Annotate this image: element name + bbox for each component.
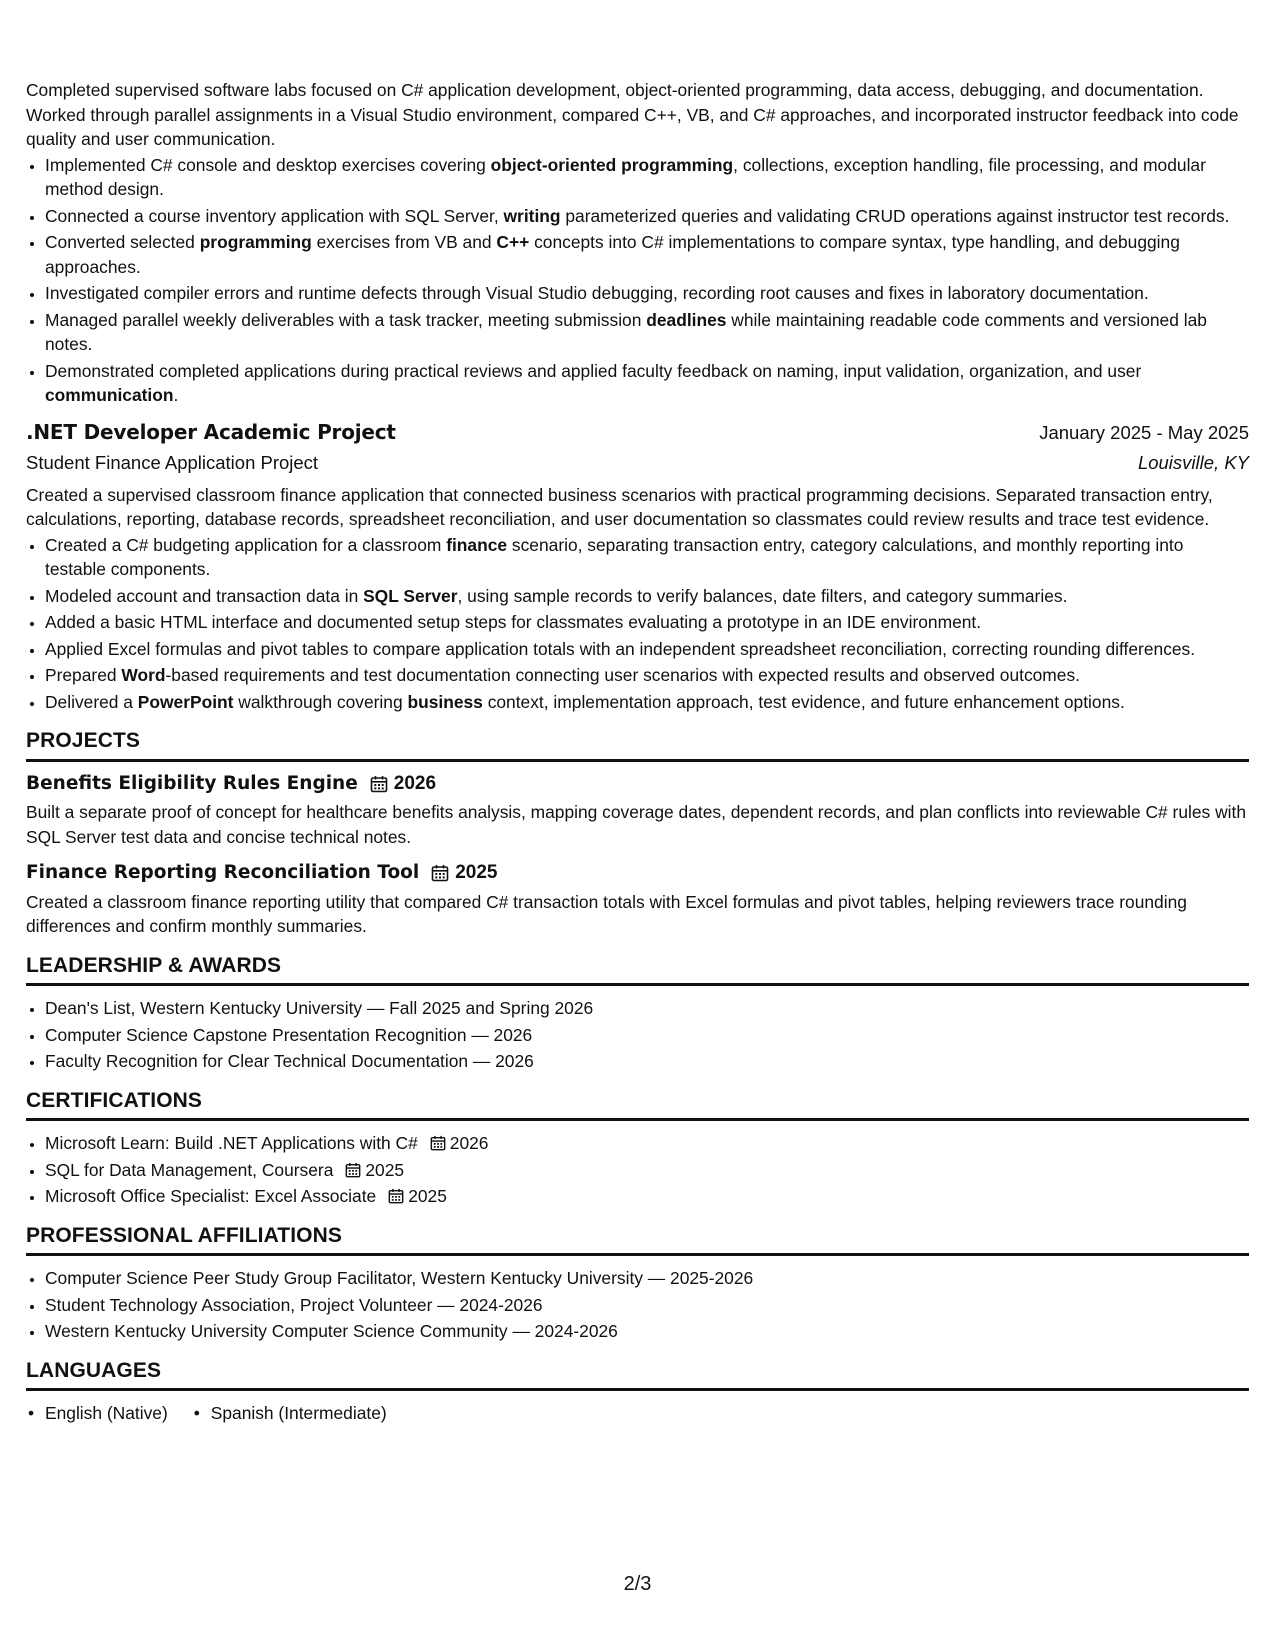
bullet-text: Investigated compiler errors and runtime defects through Visual Studio debugging, recording root causes and fixes in laboratory documentation. (45, 283, 1149, 303)
job-title: .NET Developer Academic Project (26, 419, 396, 444)
bullet-keyword: programming (199, 232, 312, 252)
bullet-text: Created a C# budgeting application for a classroom (45, 534, 447, 555)
awards-list (26, 996, 1249, 1074)
experience-bullets (26, 153, 1249, 408)
bullet-keyword: object-oriented programming (490, 154, 734, 175)
list-item (45, 281, 1249, 306)
job-dates: January 2025 - May 2025 (1039, 421, 1249, 443)
list-item: • Computer Science Capstone Presentation Recognition — 2026 (45, 1023, 1249, 1048)
project-name: Finance Reporting Reconciliation Tool (26, 862, 420, 883)
list-item: • Computer Science Peer Study Group Facilitator, Western Kentucky University — 2025-2026 (45, 1266, 1249, 1291)
job-location: Louisville, KY (1137, 452, 1249, 473)
page-number: 2/3 (623, 1573, 652, 1595)
experience-summary: Created a supervised classroom finance application that connected business scenarios with practical programming decisions. Separated transaction entry, calculations, reporting, database records, spreadsheet reconciliation, and user documentation so classmates could review results and trace test evidence. (26, 484, 1213, 529)
bullet-text: Modeled account and transaction data in (45, 585, 364, 606)
bullet-text: Demonstrated completed applications during practical reviews and applied faculty feedback on naming, input validation, organization, and user (45, 360, 1142, 381)
bullet-text: Applied Excel formulas and pivot tables to compare application totals with an independent spreadsheet reconciliation, correcting rounding differences. (45, 638, 1196, 659)
bullet-keyword: writing (503, 205, 561, 226)
list-item (45, 637, 1249, 662)
bullet-keyword: deadlines (646, 309, 727, 330)
bullet-text: -based requirements and test documentation connecting user scenarios with expected results and observed outcomes. (165, 665, 1080, 685)
bullet-keyword: SQL Server (363, 585, 458, 606)
list-item (45, 533, 1249, 582)
project-description: Created a classroom finance reporting utility that compared C# transaction totals with Excel formulas and pivot tables, helping reviewers trace rounding differences and confirm monthly summaries. (26, 891, 1187, 936)
affiliations-list (26, 1266, 1249, 1344)
experience-bullets (26, 533, 1249, 715)
list-item (45, 308, 1249, 357)
calendar-icon (388, 1188, 404, 1204)
list-item: • Faculty Recognition for Clear Technical Documentation — 2026 (45, 1049, 1249, 1074)
project-name: Benefits Eligibility Rules Engine (26, 772, 358, 794)
list-item: • Student Technology Association, Project Volunteer — 2024-2026 (45, 1293, 1249, 1318)
affiliations-section (26, 1224, 1249, 1344)
bullet-keyword: finance (446, 534, 508, 555)
list-item: • Dean's List, Western Kentucky University — Fall 2025 and Spring 2026 (45, 996, 1249, 1021)
bullet-text: Added a basic HTML interface and documented setup steps for classmates evaluating a prototype in an IDE environment. (45, 612, 982, 632)
certification-name: Microsoft Office Specialist: Excel Associate (45, 1186, 377, 1206)
list-item (45, 204, 1249, 229)
project-year: 2026 (393, 772, 437, 794)
bullet-text: , using sample records to verify balances, date filters, and category summaries. (457, 585, 1068, 606)
bullet-text: Prepared (45, 665, 122, 685)
languages-list (26, 1401, 1249, 1428)
bullet-text: Implemented C# console and desktop exercises covering (45, 154, 491, 175)
list-item (45, 584, 1249, 609)
list-item (45, 153, 1249, 202)
section-title: LEADERSHIP & AWARDS (26, 954, 1249, 987)
calendar-icon (431, 864, 449, 882)
calendar-icon (370, 775, 388, 793)
languages-section (26, 1359, 1249, 1428)
project-header (26, 861, 1249, 886)
bullet-text: concepts into C# implementations to compare syntax, type handling, and debugging approaches. (45, 232, 1180, 277)
bullet-keyword: business (407, 691, 483, 712)
bullet-keyword: communication (45, 385, 174, 405)
bullet-text: exercises from VB and (311, 232, 497, 252)
experience-entry-lab (26, 78, 1249, 408)
calendar-icon (345, 1162, 361, 1178)
project-header (26, 772, 1249, 797)
section-title: CERTIFICATIONS (26, 1089, 1249, 1122)
certifications-section (26, 1089, 1249, 1209)
certifications-list (26, 1131, 1249, 1209)
bullet-text: , collections, exception handling, file processing, and modular method design. (45, 154, 1206, 199)
job-header (26, 420, 1249, 446)
list-item (45, 359, 1249, 408)
bullet-keyword: Word (121, 665, 166, 685)
bullet-text: while maintaining readable code comments and versioned lab notes. (45, 309, 1207, 354)
bullet-text: scenario, separating transaction entry, category calculations, and monthly reporting into testable components. (45, 534, 1184, 579)
experience-summary: Completed supervised software labs focused on C# application development, object-oriented programming, data access, debugging, and documentation. Worked through parallel assignments in a Visual Studio environment, compared C++, VB, and C# approaches, and incorporated instructor feedback into code quality and user communication. (26, 80, 1239, 149)
bullet-keyword: C++ (496, 232, 530, 252)
bullet-text: walkthrough covering (233, 691, 408, 712)
list-item (45, 1184, 1249, 1209)
bullet-text: context, implementation approach, test evidence, and future enhancement options. (482, 691, 1125, 712)
certification-name: SQL for Data Management, Coursera (45, 1159, 334, 1180)
bullet-keyword: PowerPoint (137, 691, 234, 712)
certification-year: 2025 (408, 1186, 447, 1206)
list-item: • English (Native) (26, 1401, 168, 1426)
bullet-text: Delivered a (45, 691, 138, 712)
list-item (45, 663, 1249, 688)
bullet-text: parameterized queries and validating CRUD operations against instructor test records. (560, 205, 1230, 226)
section-title: PROFESSIONAL AFFILIATIONS (26, 1224, 1249, 1257)
awards-section (26, 954, 1249, 1074)
project-year: 2025 (455, 862, 498, 883)
job-subtitle: Student Finance Application Project (26, 452, 319, 473)
list-item (45, 690, 1249, 715)
projects-section (26, 729, 1249, 939)
list-item: • Western Kentucky University Computer Science Community — 2024-2026 (45, 1319, 1249, 1344)
experience-entry-dotnet (26, 420, 1249, 715)
bullet-text: Converted selected (45, 232, 200, 252)
calendar-icon (430, 1135, 446, 1151)
list-item (45, 1131, 1249, 1156)
list-item (45, 1158, 1249, 1183)
bullet-text: . (173, 385, 179, 405)
project-description: Built a separate proof of concept for healthcare benefits analysis, mapping coverage dates, dependent records, and plan conflicts into reviewable C# rules with SQL Server test data and concise technical notes. (26, 802, 1246, 847)
list-item: • Spanish (Intermediate) (192, 1401, 387, 1426)
list-item (45, 230, 1249, 279)
certification-name: Microsoft Learn: Build .NET Applications with C# (45, 1133, 418, 1153)
job-subheader (26, 451, 1249, 476)
certification-year: 2026 (449, 1133, 489, 1153)
list-item (45, 610, 1249, 635)
section-title: PROJECTS (26, 729, 1249, 762)
bullet-text: Connected a course inventory application with SQL Server, (45, 205, 504, 226)
section-title: LANGUAGES (26, 1359, 1249, 1392)
bullet-text: Managed parallel weekly deliverables with a task tracker, meeting submission (45, 309, 647, 330)
certification-year: 2025 (365, 1159, 405, 1180)
